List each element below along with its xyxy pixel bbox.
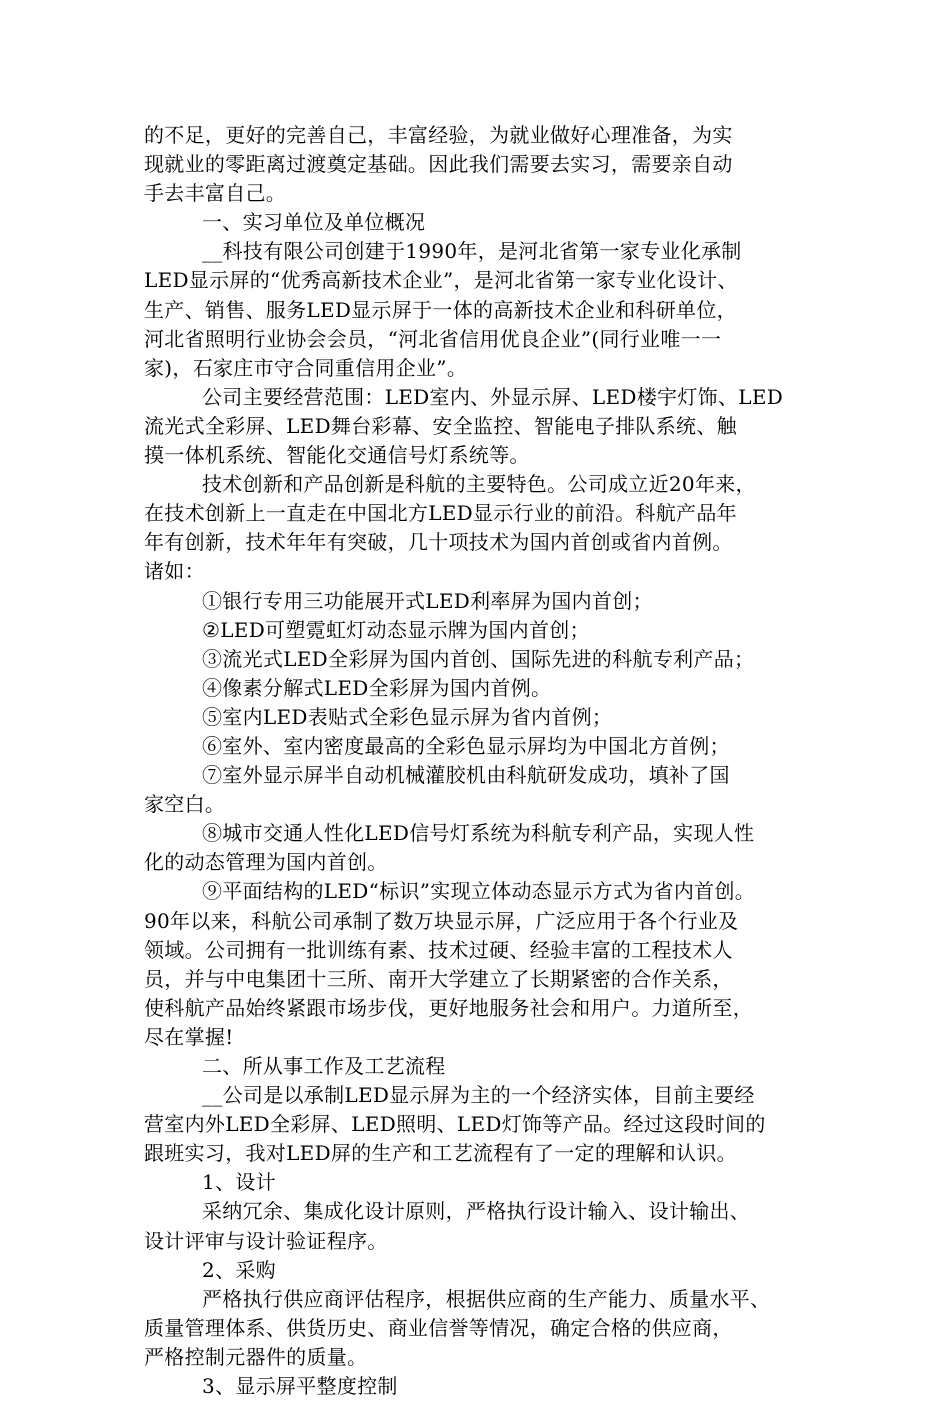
text-line: 河北省照明行业协会会员，“河北省信用优良企业”(同行业唯一一 [144, 326, 722, 351]
text-line: 公司主要经营范围：LED室内、外显示屏、LED楼宇灯饰、LED [202, 384, 784, 409]
text-line: 严格控制元器件的质量。 [144, 1344, 368, 1369]
text-line: ⑤室内LED表贴式全彩色显示屏为省内首例； [202, 704, 613, 729]
text-line: 设计评审与设计验证程序。 [144, 1228, 388, 1253]
text-line: 严格执行供应商评估程序，根据供应商的生产能力、质量水平、 [202, 1286, 771, 1311]
text-line: LED显示屏的“优秀高新技术企业”，是河北省第一家专业化设计、 [144, 268, 738, 293]
text-line: __公司是以承制LED显示屏为主的一个经济实体，目前主要经 [202, 1083, 755, 1108]
document-body [144, 121, 834, 1401]
text-line: 二、所从事工作及工艺流程 [202, 1054, 446, 1078]
text-line: 诸如： [144, 559, 205, 584]
text-line: 化的动态管理为国内首创。 [144, 850, 388, 875]
text-line: ④像素分解式LED全彩屏为国内首例。 [202, 675, 552, 700]
text-line: 1、设计 [202, 1170, 276, 1195]
text-line: 生产、销售、服务LED显示屏于一体的高新技术企业和科研单位， [144, 297, 737, 322]
text-line: 2、采购 [202, 1257, 276, 1282]
text-line: 质量管理体系、供货历史、商业信誉等情况，确定合格的供应商， [144, 1315, 733, 1340]
text-line: __科技有限公司创建于1990年，是河北省第一家专业化承制 [202, 239, 742, 264]
text-line: 采纳冗余、集成化设计原则，严格执行设计输入、设计输出、 [202, 1199, 751, 1224]
text-line: 在技术创新上一直走在中国北方LED显示行业的前沿。科航产品年 [144, 501, 737, 526]
text-line: ③流光式LED全彩屏为国内首创、国际先进的科航专利产品； [202, 646, 755, 671]
text-line: 90年以来，科航公司承制了数万块显示屏，广泛应用于各个行业及 [144, 908, 739, 933]
text-line: ⑥室外、室内密度最高的全彩色显示屏均为中国北方首例； [202, 733, 730, 758]
text-line: ⑧城市交通人性化LED信号灯系统为科航专利产品，实现人性 [202, 821, 755, 846]
text-line: ⑦室外显示屏半自动机械灌胶机由科航研发成功，填补了国 [202, 763, 730, 788]
text-line: 技术创新和产品创新是科航的主要特色。公司成立近20年来， [202, 472, 756, 497]
text-line: 摸一体机系统、智能化交通信号灯系统等。 [144, 443, 530, 468]
text-line: ①银行专用三功能展开式LED利率屏为国内首创； [202, 588, 653, 613]
text-line: 使科航产品始终紧跟市场步伐，更好地服务社会和用户。力道所至， [144, 995, 753, 1020]
text-line: 的不足，更好的完善自己，丰富经验，为就业做好心理准备，为实 [144, 123, 733, 147]
text-line: ⑨平面结构的LED“标识”实现立体动态显示方式为省内首创。 [202, 879, 756, 904]
text-line: 现就业的零距离过渡奠定基础。因此我们需要去实习，需要亲自动 [144, 152, 733, 177]
text-line: 尽在掌握! [144, 1024, 234, 1049]
text-line: 跟班实习，我对LED屏的生产和工艺流程有了一定的理解和认识。 [144, 1141, 737, 1166]
text-line: ②LED可塑霓虹灯动态显示牌为国内首创； [202, 617, 590, 642]
text-line: 一、实习单位及单位概况 [202, 210, 426, 235]
text-line: 流光式全彩屏、LED舞台彩幕、安全监控、智能电子排队系统、触 [144, 413, 737, 438]
text-line: 手去丰富自己。 [144, 181, 287, 206]
text-line: 领域。公司拥有一批训练有素、技术过硬、经验丰富的工程技术人 [144, 937, 733, 962]
text-line: 家空白。 [144, 792, 226, 817]
text-line: 员，并与中电集团十三所、南开大学建立了长期紧密的合作关系， [144, 966, 733, 991]
text-line: 年有创新，技术年年有突破，几十项技术为国内首创或省内首例。 [144, 530, 733, 555]
text-line: 家)，石家庄市守合同重信用企业”。 [144, 355, 468, 380]
text-line: 营室内外LED全彩屏、LED照明、LED灯饰等产品。经过这段时间的 [144, 1112, 766, 1137]
text-line: 3、显示屏平整度控制 [202, 1374, 398, 1399]
